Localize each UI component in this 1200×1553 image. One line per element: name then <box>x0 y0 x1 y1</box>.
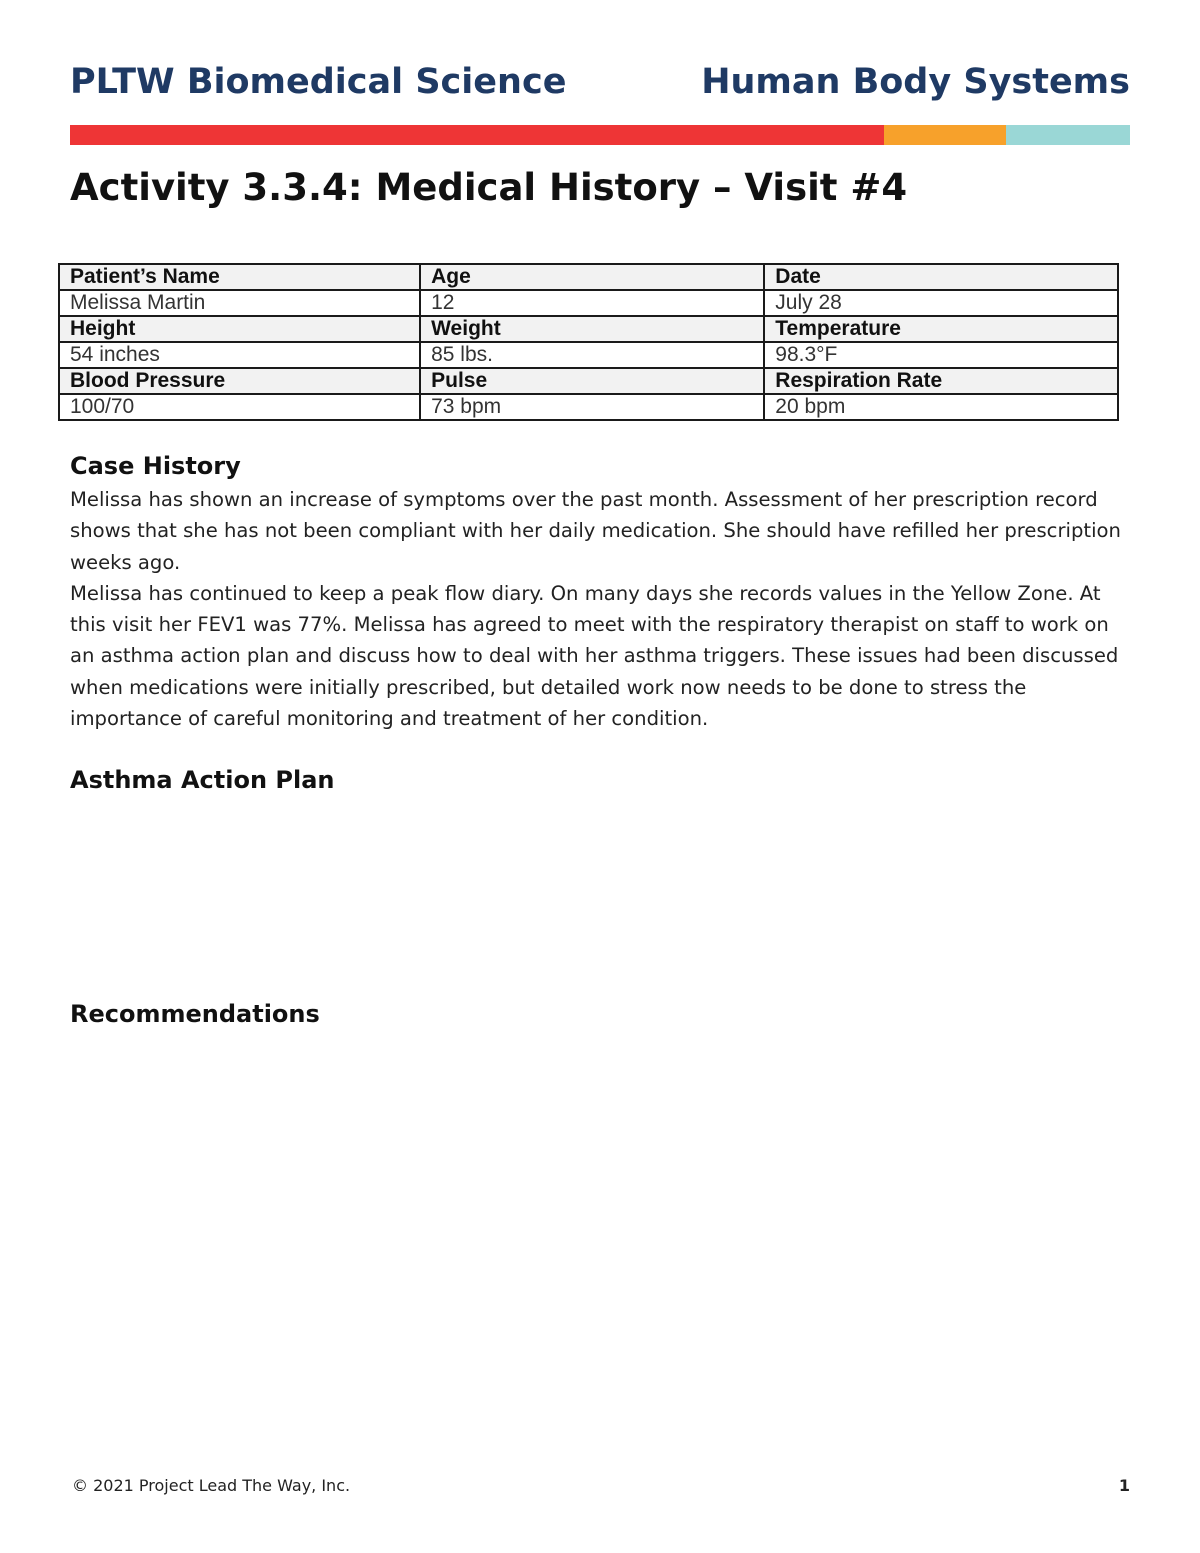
table-value-cell: July 28 <box>764 290 1118 316</box>
table-label-row <box>59 368 1118 394</box>
table-value-cell: 20 bpm <box>764 394 1118 420</box>
table-value-cell: 85 lbs. <box>420 342 764 368</box>
table-label-cell: Height <box>59 316 420 342</box>
table-label-cell: Temperature <box>764 316 1118 342</box>
recommendations-heading: Recommendations <box>70 1000 320 1028</box>
table-value-row <box>59 394 1118 420</box>
color-bar-orange-segment <box>884 125 1006 145</box>
case-history-body <box>70 484 1132 734</box>
table-value-cell: 54 inches <box>59 342 420 368</box>
course-title: Human Body Systems <box>701 62 1130 102</box>
table-value-cell: Melissa Martin <box>59 290 420 316</box>
footer-copyright: © 2021 Project Lead The Way, Inc. <box>72 1476 351 1495</box>
activity-title: Activity 3.3.4: Medical History – Visit #4 <box>70 166 908 209</box>
table-label-cell: Blood Pressure <box>59 368 420 394</box>
table-label-cell: Patient’s Name <box>59 264 420 290</box>
program-title: PLTW Biomedical Science <box>70 62 567 102</box>
table-value-cell: 98.3°F <box>764 342 1118 368</box>
case-history-heading: Case History <box>70 452 241 480</box>
case-history-paragraph: Melissa has shown an increase of symptoms over the past month. Assessment of her prescription record shows that she has not been compliant with her daily medication. She should have refilled her prescription weeks ago. <box>70 488 1121 574</box>
header-color-bar <box>70 125 1130 145</box>
page-header <box>70 62 1130 106</box>
footer-page-number: 1 <box>1118 1476 1130 1495</box>
table-label-cell: Weight <box>420 316 764 342</box>
table-label-cell: Age <box>420 264 764 290</box>
color-bar-teal-segment <box>1006 125 1130 145</box>
table-value-cell: 73 bpm <box>420 394 764 420</box>
table-value-cell: 100/70 <box>59 394 420 420</box>
table-value-row <box>59 290 1118 316</box>
color-bar-red-segment <box>70 125 884 145</box>
table-label-cell: Pulse <box>420 368 764 394</box>
table-label-cell: Date <box>764 264 1118 290</box>
patient-vitals-table <box>58 263 1119 421</box>
table-label-cell: Respiration Rate <box>764 368 1118 394</box>
table-label-row <box>59 264 1118 290</box>
table-value-row <box>59 342 1118 368</box>
table-value-cell: 12 <box>420 290 764 316</box>
table-label-row <box>59 316 1118 342</box>
asthma-action-plan-heading: Asthma Action Plan <box>70 766 335 794</box>
case-history-paragraph: Melissa has continued to keep a peak flow diary. On many days she records values in the Yellow Zone. At this visit her FEV1 was 77%. Melissa has agreed to meet with the respiratory therapist on staff to work on an asthma action plan and discuss how to deal with her asthma triggers. These issues had been discussed when medications were initially prescribed, but detailed work now needs to be done to stress the importance of careful monitoring and treatment of her condition. <box>70 581 1119 731</box>
